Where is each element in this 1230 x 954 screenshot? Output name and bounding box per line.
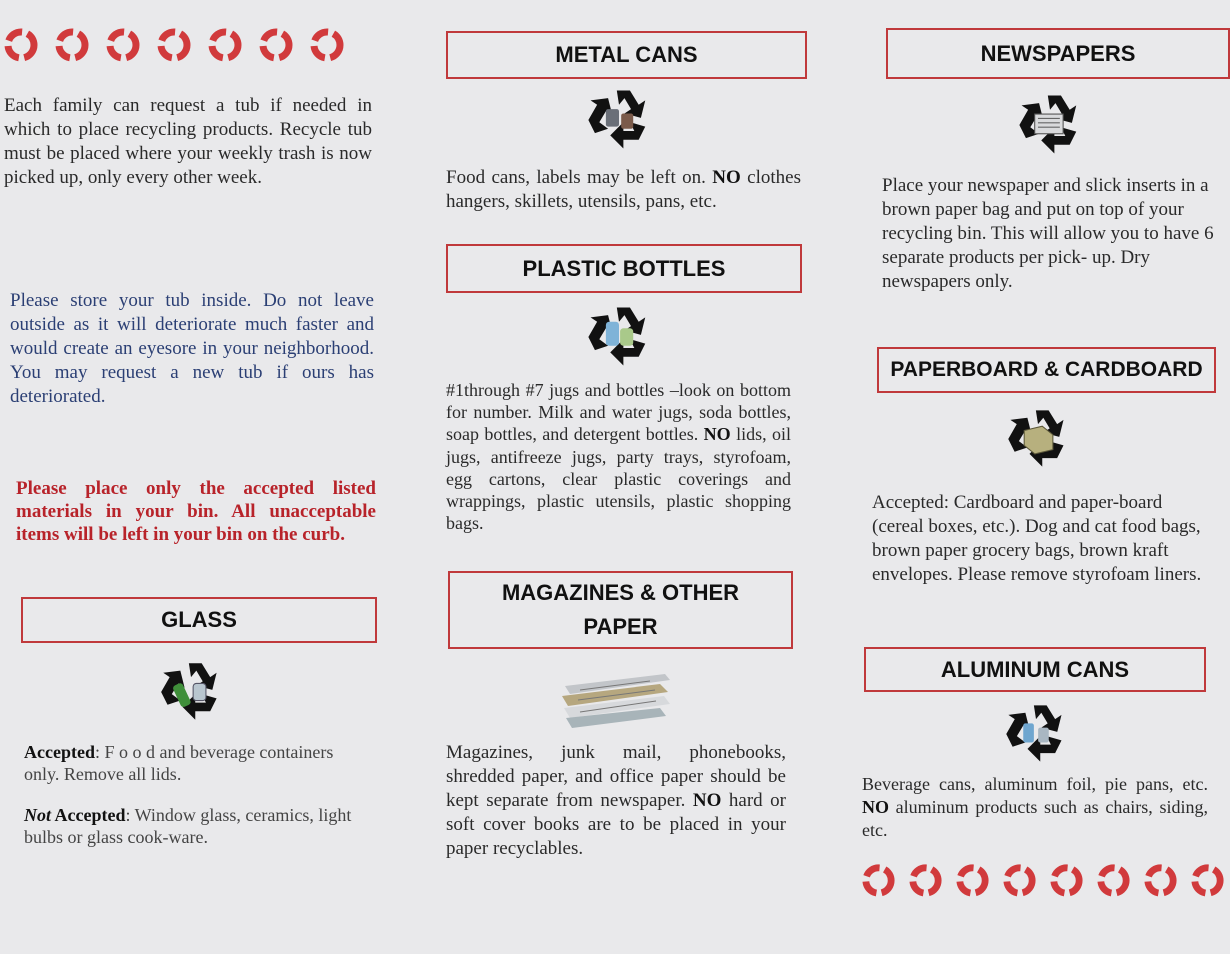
plastic-bottles-text: #1through #7 jugs and bottles –look on bottom for number. Milk and water jugs, soda bottles, soap bottles, and detergent bottles. NO lids, oil jugs, antifreeze jugs, party trays, styrofoam, egg cartons, clear plastic coverings and wrappings, plastic utensils, plastic shopping bags.: [446, 380, 791, 534]
metal-cans-heading: METAL CANS: [446, 31, 807, 79]
recycle-symbol-row-bottom: [860, 862, 1226, 899]
glass-not-accepted-text: Not Accepted: Window glass, ceramics, light bulbs or glass cook-ware.: [24, 805, 352, 847]
aluminum-cans-text: Beverage cans, aluminum foil, pie pans, etc. NO aluminum products such as chairs, siding, etc.: [862, 774, 1208, 840]
recycle-icon: [155, 26, 193, 64]
plastic-bottles-heading: PLASTIC BOTTLES: [446, 244, 802, 293]
aluminum-recycle-icon: [1000, 700, 1072, 768]
recycle-icon: [954, 862, 991, 899]
paperboard-text: Accepted: Cardboard and paper-board (cereal boxes, etc.). Dog and cat food bags, brown paper grocery bags, brown kraft envelopes. Please remove styrofoam liners.: [872, 492, 1202, 585]
metal-cans-text: Food cans, labels may be left on. NO clothes hangers, skillets, utensils, pans, etc.: [446, 167, 801, 212]
recycle-icon: [1001, 862, 1038, 899]
tub-storage-paragraph: Please store your tub inside. Do not leave outside as it will deteriorate much faster and would create an eyesore in your neighborhood. You may request a new tub if ours has deteriorated.: [10, 290, 374, 407]
recycle-icon: [2, 26, 40, 64]
aluminum-cans-heading: ALUMINUM CANS: [864, 647, 1206, 692]
newspapers-heading: NEWSPAPERS: [886, 28, 1230, 79]
recycle-icon: [53, 26, 91, 64]
recycle-icon: [104, 26, 142, 64]
recycle-icon: [257, 26, 295, 64]
recycle-icon: [860, 862, 897, 899]
glass-recycle-icon: [156, 660, 226, 724]
magazines-heading-line1: MAGAZINES & OTHER: [501, 580, 740, 605]
recycle-icon: [1189, 862, 1226, 899]
recycle-icon: [907, 862, 944, 899]
metal-recycle-icon: [584, 84, 654, 156]
recycle-icon: [1095, 862, 1132, 899]
paperboard-heading: PAPERBOARD & CARDBOARD: [877, 347, 1216, 393]
magazines-text: Magazines, junk mail, phonebooks, shredded paper, and office paper should be kept separate from newspaper. NO hard or soft cover books are to be placed in your paper recyclables.: [446, 742, 786, 859]
newspaper-recycle-icon: [1014, 90, 1086, 160]
magazines-icon: [560, 666, 675, 734]
recycle-icon: [308, 26, 346, 64]
plastic-recycle-icon: [584, 302, 654, 372]
warning-paragraph: Please place only the accepted listed materials in your bin. All unacceptable items will be left in your bin on the curb.: [16, 478, 376, 545]
glass-heading: GLASS: [21, 597, 377, 643]
magazines-heading: [448, 571, 793, 649]
recycle-symbol-row-top: [2, 26, 346, 64]
tub-request-paragraph: Each family can request a tub if needed in which to place recycling products. Recycle tub must be placed where your weekly trash is now picked up, only every other week.: [4, 95, 372, 188]
magazines-heading-line2: PAPER: [583, 614, 658, 639]
cardboard-recycle-icon: [1002, 405, 1074, 473]
recycle-icon: [206, 26, 244, 64]
recycle-icon: [1142, 862, 1179, 899]
recycle-icon: [1048, 862, 1085, 899]
newspapers-text: Place your newspaper and slick inserts in a brown paper bag and put on top of your recycling bin. This will allow you to have 6 separate products per pick- up. Dry newspapers only.: [882, 175, 1214, 292]
glass-accepted-text: Accepted: F o o d and beverage containers only. Remove all lids.: [24, 742, 334, 784]
